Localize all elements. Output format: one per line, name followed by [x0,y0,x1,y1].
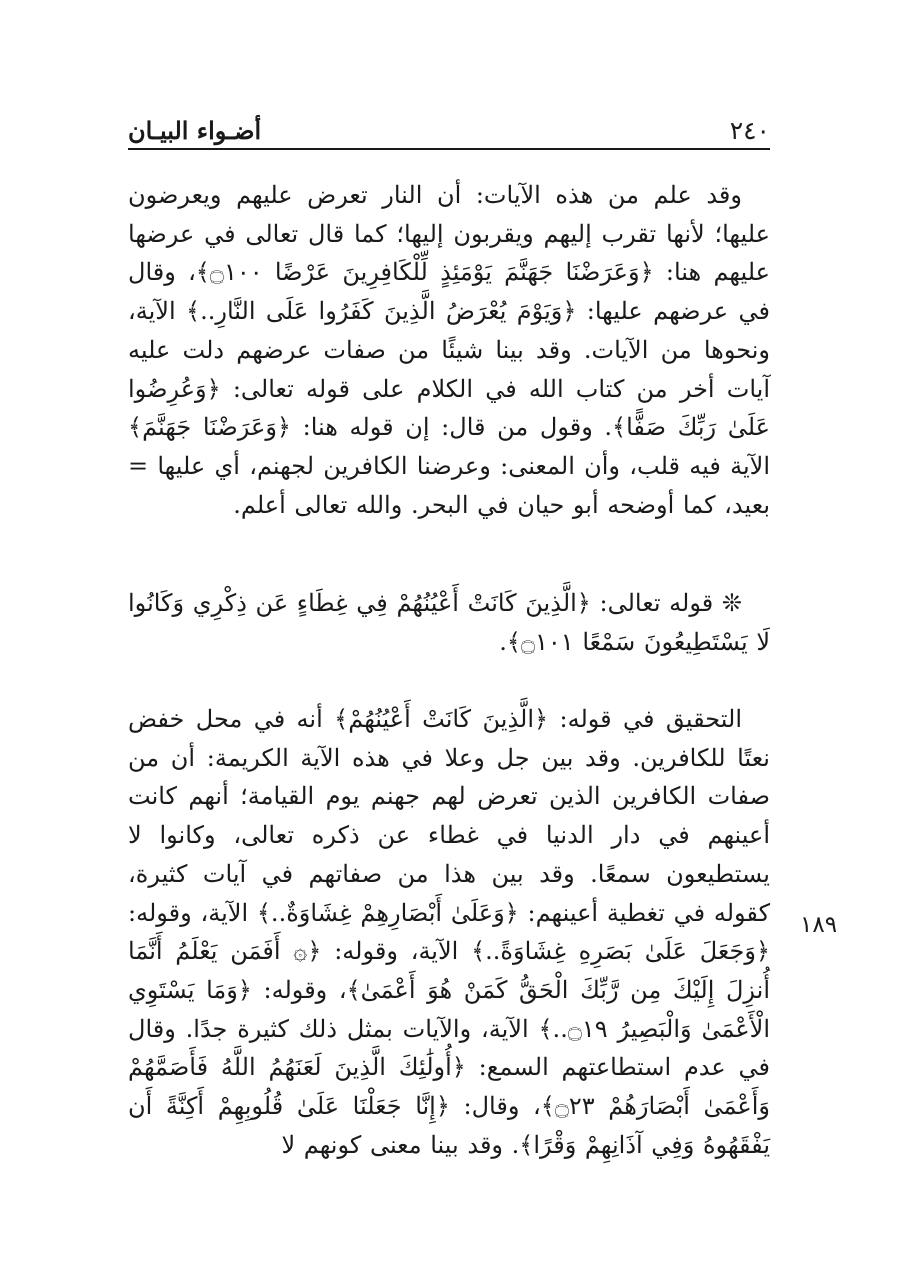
running-title: أضـواء البيـان [128,116,262,145]
page-number: ٢٤٠ [729,116,770,145]
page-header [128,112,770,150]
paragraph-text: التحقيق في قوله: ﴿الَّذِينَ كَانَتْ أَعْيُنُهُمْ﴾ أنه في محل خفض نعتًا للكافرين. وقد بين جل وعلا في هذه الآية الكريمة: أن من صفات الكافرين الذين تعرض لهم جهنم يوم القيامة؛ أنهم كانت أعينهم في دار الدنيا في غطاء عن ذكره تعالى، وكانوا لا يستطيعون سمعًا. وقد بين هذا من صفاتهم في آيات كثيرة، كقوله في تغطية أعينهم: ﴿وَعَلَىٰ أَبْصَارِهِمْ غِشَاوَةٌ..﴾ الآية، وقوله: ﴿وَجَعَلَ عَلَىٰ بَصَرِهِ غِشَاوَةً..﴾ الآية، وقوله: ﴿۞ أَفَمَن يَعْلَمُ أَنَّمَا أُنزِلَ إِلَيْكَ مِن رَّبِّكَ الْحَقُّ كَمَنْ هُوَ أَعْمَىٰ﴾، وقوله: ﴿وَمَا يَسْتَوِي الْأَعْمَىٰ وَالْبَصِيرُ ۝١٩..﴾ الآية، والآيات بمثل ذلك كثيرة جدًا. وقال في عدم استطاعتهم السمع: ﴿أُولَٰئِكَ الَّذِينَ لَعَنَهُمُ اللَّهُ فَأَصَمَّهُمْ وَأَعْمَىٰ أَبْصَارَهُمْ ۝٢٣﴾، وقال: ﴿إِنَّا جَعَلْنَا عَلَىٰ قُلُوبِهِمْ أَكِنَّةً أَن يَفْقَهُوهُ وَفِي آذَانِهِمْ وَقْرًا﴾. وقد بينا معنى كونهم لا [128,705,771,1159]
paragraph-text: ❊ قوله تعالى: ﴿الَّذِينَ كَانَتْ أَعْيُنُهُمْ فِي غِطَاءٍ عَن ذِكْرِي وَكَانُوا لَا يَسْتَطِيعُونَ سَمْعًا ۝١٠١﴾. [128,589,770,656]
paragraph-text: وقد علم من هذه الآيات: أن النار تعرض عليهم ويعرضون عليها؛ لأنها تقرب إليهم ويقربون إليها؛ كما قال تعالى في عرضها عليهم هنا: ﴿وَعَرَضْنَا جَهَنَّمَ يَوْمَئِذٍ لِّلْكَافِرِينَ عَرْضًا ۝١٠٠﴾، وقال في عرضهم عليها: ﴿وَيَوْمَ يُعْرَضُ الَّذِينَ كَفَرُوا عَلَى النَّارِ..﴾ الآية، ونحوها من الآيات. وقد بينا شيئًا من صفات عرضهم دلت عليه آيات أخر من كتاب الله في الكلام على قوله تعالى: ﴿وَعُرِضُوا عَلَىٰ رَبِّكَ صَفًّا﴾. وقول من قال: إن قوله هنا: ﴿وَعَرَضْنَا جَهَنَّمَ﴾ الآية فيه قلب، وأن المعنى: وعرضنا الكافرين لجهنم، أي عليها = بعيد، كما أوضحه أبو حيان في البحر. والله تعالى أعلم. [128,181,771,519]
margin-note: ١٨٩ [800,912,838,938]
paragraph-1 [128,176,770,524]
paragraph-3 [128,700,770,1164]
paragraph-2 [128,584,770,661]
